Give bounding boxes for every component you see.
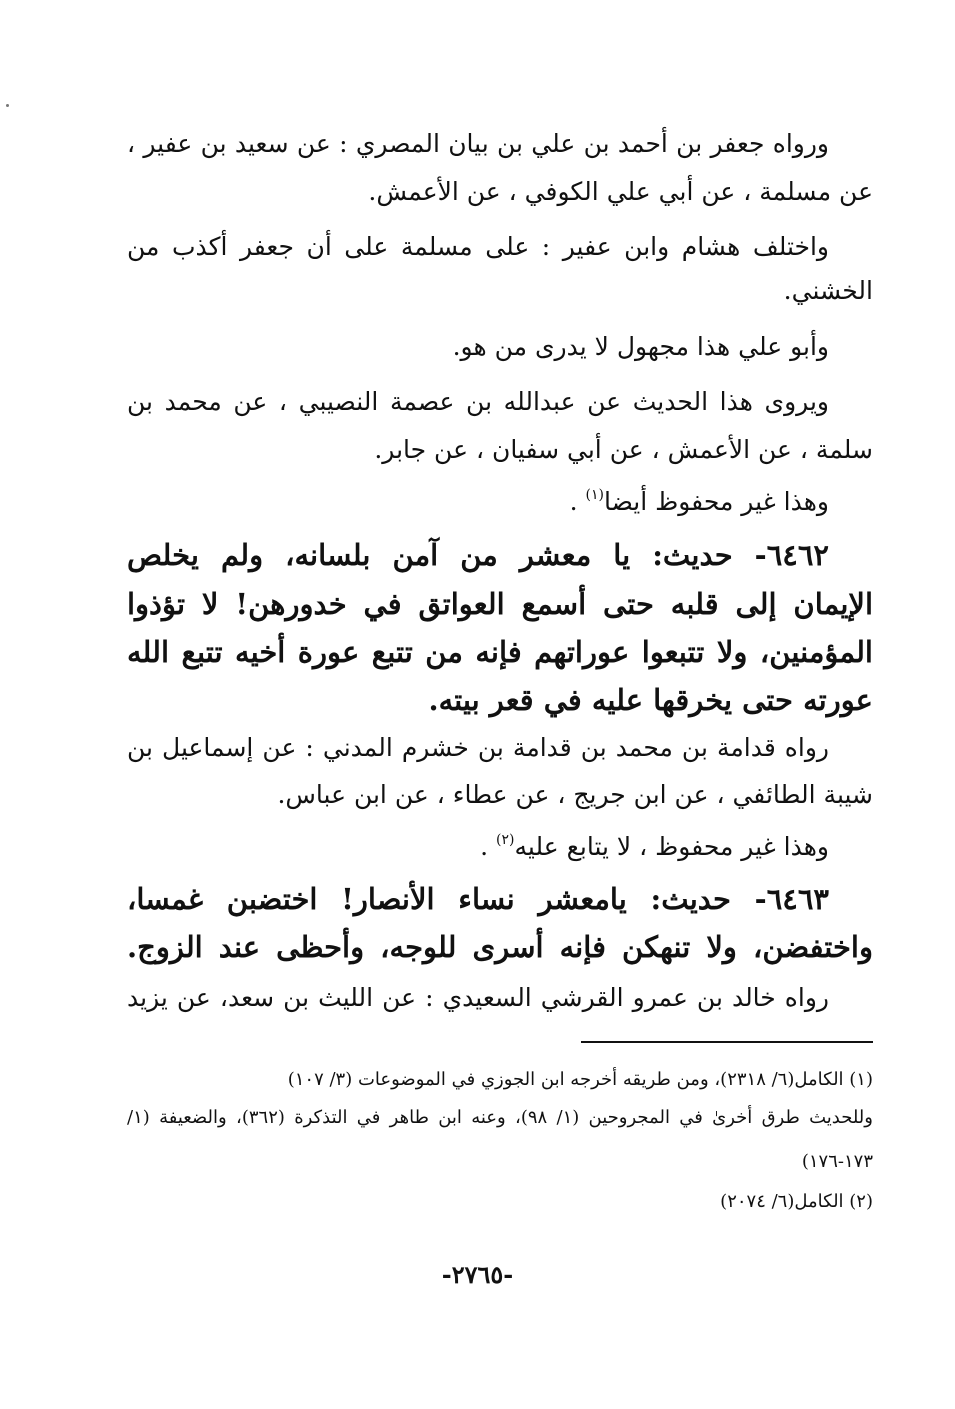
paragraph-6-line-2: شيبة الطائفي ، عن ابن جريج ، عن عطاء ، عن ابن عباس. [277,780,873,809]
paragraph-4-line-1: ويروى هذا الحديث عن عبدالله بن عصمة النصيبي ، عن محمد بن [127,387,829,416]
scan-speck [6,104,9,107]
footnote-1-line-3: ١٧٣-١٧٦) [801,1151,873,1172]
paragraph-4-line-2: سلمة ، عن الأعمش ، عن أبي سفيان ، عن جابر. [374,435,873,464]
paragraph-1-line-1: ورواه جعفر بن أحمد بن علي بن بيان المصري : عن سعيد بن عفير ، [127,129,829,158]
hadith-6463-line-2: واختفضن، ولا تنهكن فإنه أسرى للوجه، وأحظى عند الزوج. [127,930,873,964]
hadith-6462-line-4: عورته حتى يخرقها عليه في قعر بيته. [428,683,873,717]
hadith-6462-line-3: المؤمنين، ولا تتبعوا عوراتهم فإنه من تتبع عورة أخيه تتبع الله [127,635,873,669]
paragraph-5-end: . [569,487,586,516]
paragraph-3-line-1: وأبو علي هذا مجهول لا يدرى من هو. [452,332,829,361]
paragraph-1-line-2: عن مسلمة ، عن أبي علي الكوفي ، عن الأعمش. [368,177,873,206]
paragraph-7-end: . [480,832,497,861]
paragraph-5-text: وهذا غير محفوظ أيضا [604,487,829,516]
paragraph-6-line-1: رواه قدامة بن محمد بن قدامة بن خشرم المدني : عن إسماعيل بن [127,733,829,762]
paragraph-5-line-1 [127,480,873,524]
footnote-1-line-1: (١) الكامل(٦/ ٢٣١٨)، ومن طريقه أخرجه ابن الجوزي في الموضوعات (٣/ ١٠٧) [287,1069,873,1090]
paragraph-7-line-1 [127,825,873,869]
footnote-ref-1: (١) [585,486,604,503]
hadith-6462-line-2: الإيمان إلى قلبه حتى أسمع العواتق في خدورهن! لا تؤذوا [127,587,873,621]
hadith-6462-line-1: ٦٤٦٢- حديث: يا معشر من آمن بلسانه، ولم يخلص [127,538,829,572]
paragraph-2-line-1: واختلف هشام وابن عفير : على مسلمة على أن جعفر أكذب من [127,232,829,261]
footnote-separator [581,1041,873,1043]
paragraph-8-line-1: رواه خالد بن عمرو القرشي السعيدي : عن الليث بن سعد، عن يزيد [127,983,829,1012]
footnote-1-line-2: وللحديث طرق أخرىٰ في المجروحين (١/ ٩٨)، وعنه ابن طاهر في التذكرة (٣٦٢)، والضعيفة (١/ [127,1107,873,1128]
paragraph-2-line-2: الخشني. [783,276,873,305]
paragraph-7-text: وهذا غير محفوظ ، لا يتابع عليه [514,832,829,861]
hadith-6463-line-1: ٦٤٦٣- حديث: يامعشر نساء الأنصار! اختضبن غمسا، [127,882,829,916]
footnote-ref-2: (٢) [496,831,515,848]
page-number: -٢٧٦٥- [441,1260,514,1289]
footnote-2-line-1: (٢) الكامل(٦/ ٢٠٧٤) [720,1191,873,1212]
